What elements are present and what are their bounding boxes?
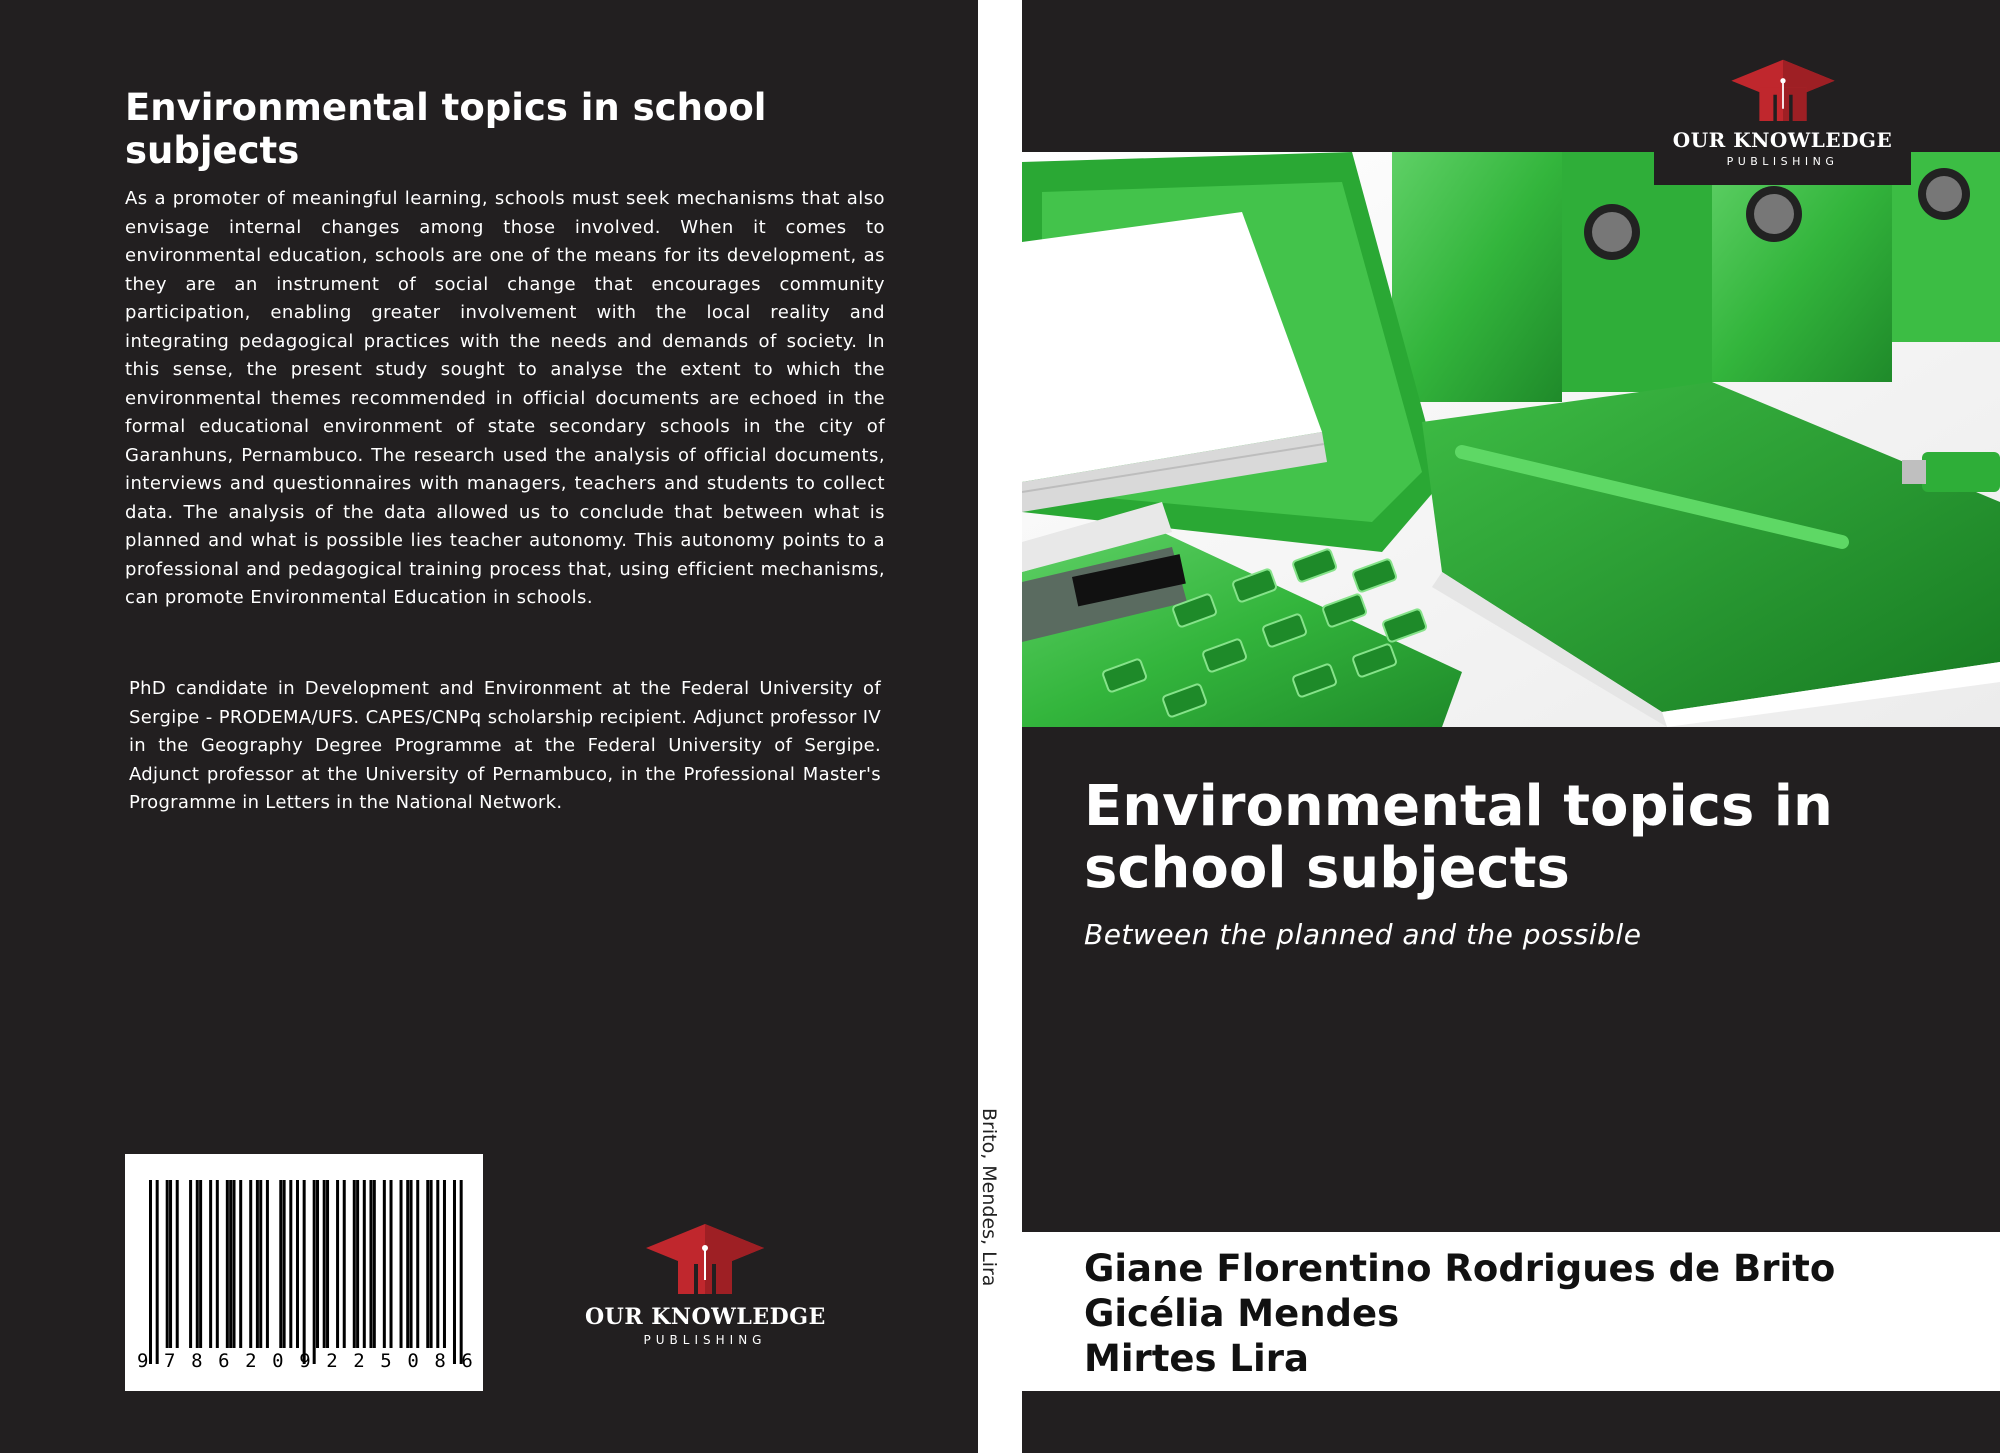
barcode-bar [209, 1180, 212, 1348]
barcode-bar [356, 1180, 359, 1348]
isbn-digit: 5 [380, 1350, 392, 1372]
barcode-bar [266, 1180, 269, 1348]
barcode-bar [410, 1180, 413, 1348]
barcode-bar [430, 1180, 433, 1348]
spine-authors: Brito, Mendes, Lira [978, 1108, 1000, 1287]
author-name: Mirtes Lira [1084, 1337, 1309, 1380]
barcode-bar [216, 1180, 219, 1348]
barcode-bar [353, 1180, 356, 1348]
barcode-bar [373, 1180, 376, 1348]
green-office-supplies-photo [1022, 152, 2000, 727]
back-cover-blurb: As a promoter of meaningful learning, schools must seek mechanisms that also envisage internal changes among those involved. When it comes to environmental education, schools are one of the means for its development, as they are an instrument of social change that encourages community participation, enabling greater involvement with the local reality and integrating pedagogical practices with the needs and demands of society. In this sense, the present study sought to analyse the extent to which the environmental themes recommended in official documents are echoed in the formal educational environment of state secondary schools in the city of Garanhuns, Pernambuco. The research used the analysis of official documents, interviews and questionnaires with managers, teachers and students to collect data. The analysis of the data allowed us to conclude that between what is planned and what is possible lies teacher autonomy. This autonomy points to a professional and pedagogical training process that, using efficient mechanisms, can promote Environmental Education in schools. [125, 188, 885, 608]
isbn-digit: 6 [218, 1350, 230, 1372]
isbn-digit: 7 [164, 1350, 176, 1372]
isbn-digit: 0 [272, 1350, 284, 1372]
isbn-digit: 9 [299, 1350, 311, 1372]
barcode-bar [149, 1180, 152, 1364]
barcode-bar [390, 1180, 393, 1348]
barcode-bar [383, 1180, 386, 1348]
barcode-bar [249, 1180, 252, 1348]
front-cover-subtitle: Between the planned and the possible [1084, 918, 1642, 951]
barcode-bar [400, 1180, 403, 1348]
isbn-digit: 2 [245, 1350, 257, 1372]
barcode-bar [156, 1180, 159, 1364]
barcode-bar [369, 1180, 372, 1348]
barcode-bar [363, 1180, 366, 1348]
barcode-bar [343, 1180, 346, 1348]
publisher-logo-back [585, 1222, 825, 1347]
barcode-bar [289, 1180, 292, 1348]
barcode-bar [336, 1180, 339, 1348]
barcode-bar [436, 1180, 439, 1348]
publisher-tagline: PUBLISHING [1726, 155, 1839, 168]
back-cover-title: Environmental topics in school subjects [125, 86, 767, 172]
barcode-bar [176, 1180, 179, 1348]
barcode-bar [283, 1180, 286, 1348]
barcode-bar [229, 1180, 232, 1348]
barcode-bar [226, 1180, 229, 1348]
isbn-digit: 9 [137, 1350, 149, 1372]
barcode-bar [443, 1180, 446, 1348]
barcode-bar [196, 1180, 199, 1348]
author-name: Gicélia Mendes [1084, 1292, 1400, 1335]
front-cover-title: Environmental topics in school subjects [1084, 774, 1833, 901]
barcode-bar [169, 1180, 172, 1348]
back-cover [0, 0, 978, 1453]
barcode-bar [460, 1180, 463, 1364]
publisher-name: OUR KNOWLEDGE [585, 1304, 826, 1330]
graduation-cap-icon [1726, 58, 1840, 128]
barcode-bar [316, 1180, 319, 1348]
author-name: Giane Florentino Rodrigues de Brito [1084, 1247, 1836, 1290]
barcode-bar [166, 1180, 169, 1348]
publisher-logo-front [1654, 58, 1911, 168]
barcode-bar [279, 1180, 282, 1348]
barcode-bar [426, 1180, 429, 1348]
barcode-bar [313, 1180, 316, 1364]
isbn-digit: 2 [353, 1350, 365, 1372]
isbn-digit: 2 [326, 1350, 338, 1372]
publisher-logo-front-box [1654, 52, 1911, 185]
barcode-bar [256, 1180, 259, 1348]
publisher-name: OUR KNOWLEDGE [1672, 128, 1893, 152]
barcode-bar [326, 1180, 329, 1348]
isbn-digit: 0 [407, 1350, 419, 1372]
barcode-bar [259, 1180, 262, 1348]
author-bio: PhD candidate in Development and Environment at the Federal University of Sergipe - PRODEMA/UFS. CAPES/CNPq scholarship recipient. Adjunct professor IV in the Geography Degree Programme at the Federal University of Sergipe. Adjunct professor at the University of Pernambuco, in the Professional Master's Programme in Letters in the National Network. [129, 678, 881, 813]
barcode-bar [199, 1180, 202, 1348]
author-list [1084, 1246, 1835, 1381]
barcode-bar [323, 1180, 326, 1348]
isbn-number [137, 1350, 473, 1372]
publisher-tagline: PUBLISHING [643, 1333, 767, 1347]
barcode-bar [303, 1180, 306, 1364]
barcode-bar [189, 1180, 192, 1348]
graduation-cap-icon [640, 1222, 770, 1302]
isbn-digit: 6 [461, 1350, 473, 1372]
barcode-bar [239, 1180, 242, 1348]
barcode-bar [453, 1180, 456, 1364]
isbn-barcode [125, 1154, 483, 1391]
isbn-digit: 8 [191, 1350, 203, 1372]
isbn-digit: 8 [434, 1350, 446, 1372]
barcode-bar [296, 1180, 299, 1348]
barcode-bar [406, 1180, 409, 1348]
barcode-bar [233, 1180, 236, 1348]
author-band [1022, 1232, 2000, 1391]
barcode-bar [416, 1180, 419, 1348]
